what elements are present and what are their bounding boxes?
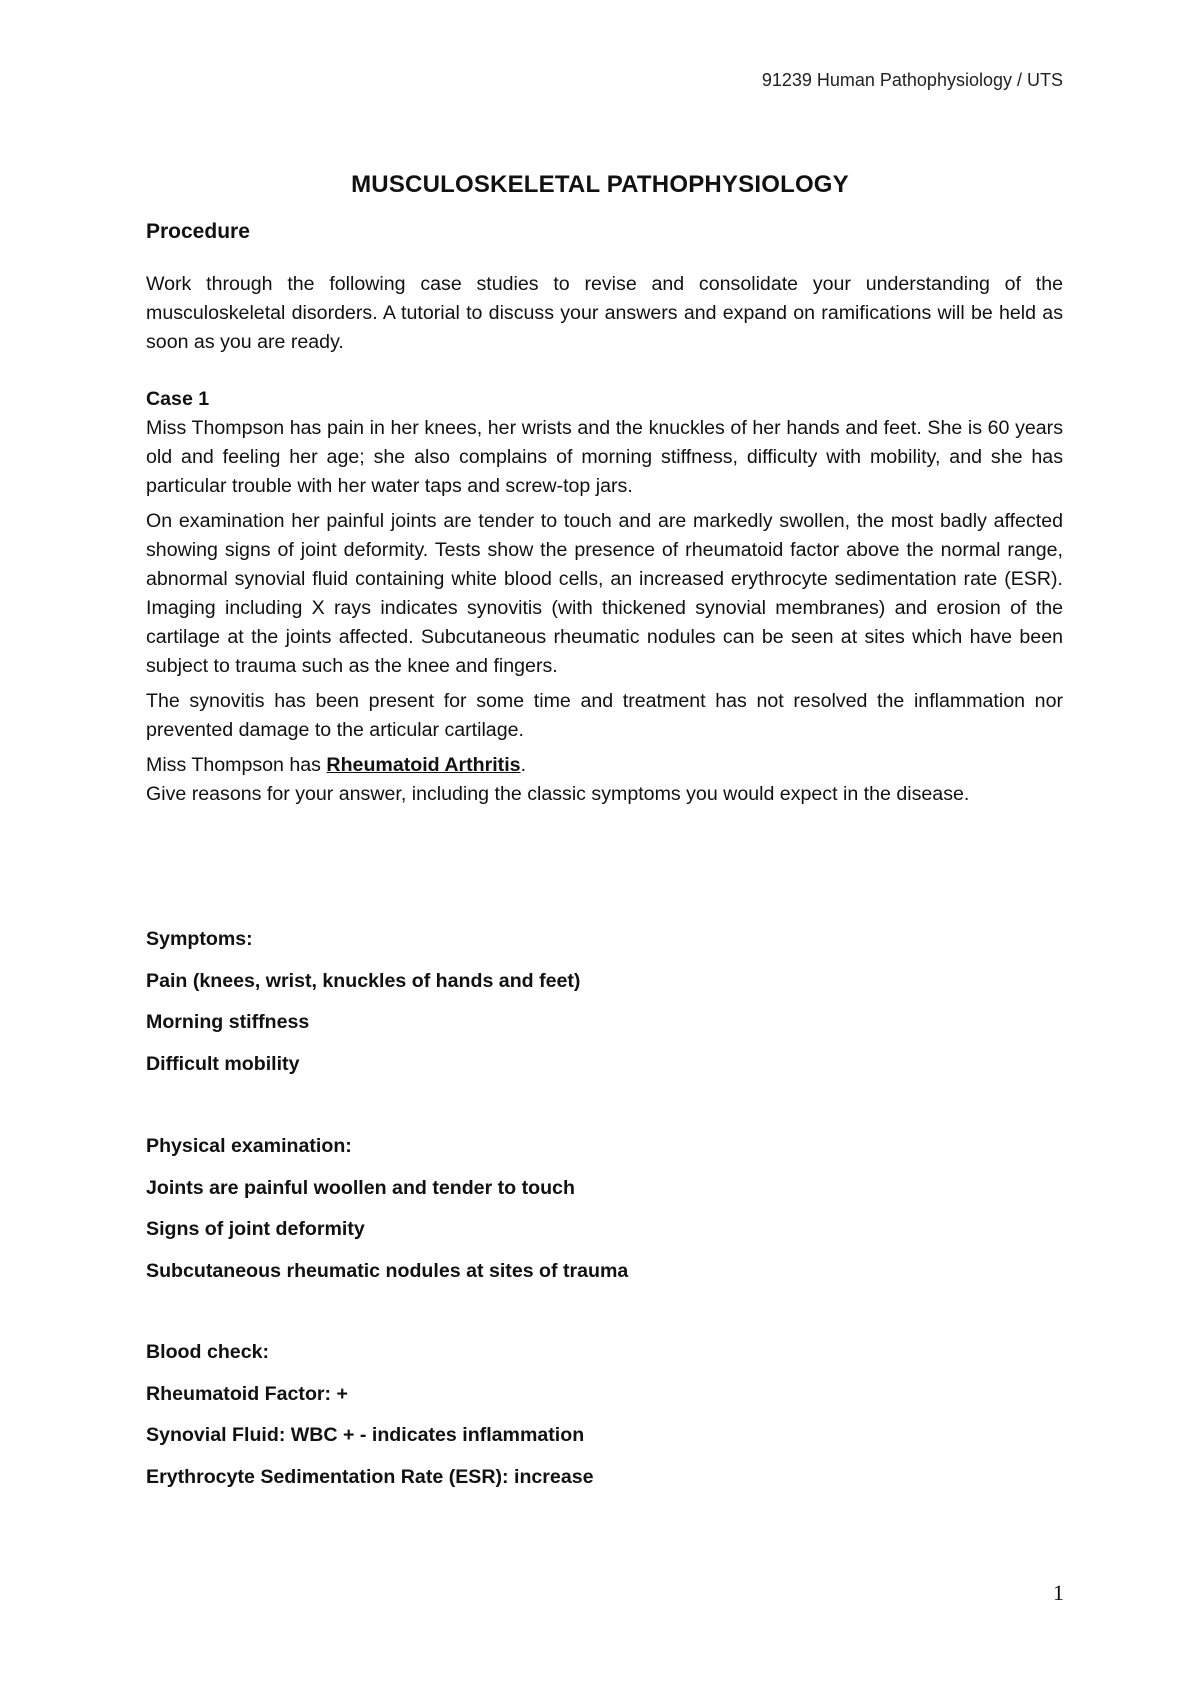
- procedure-intro: Work through the following case studies to revise and consolidate your understanding of the musculoskeletal disorders. A tutorial to discuss your answers and expand on ramifications will be held as soon as you are ready.: [146, 273, 1063, 353]
- list-item: Subcutaneous rheumatic nodules at sites of trauma: [146, 1259, 629, 1282]
- case-1-paragraph-1: Miss Thompson has pain in her knees, her wrists and the knuckles of her hands and feet. She is 60 years old and feeling her age; she also complains of morning stiffness, difficulty with mobility, and she has particular trouble with her water taps and screw-top jars.: [146, 417, 1063, 497]
- document-title: MUSCULOSKELETAL PATHOPHYSIOLOGY: [351, 171, 849, 198]
- case-1-paragraph-3: The synovitis has been present for some time and treatment has not resolved the inflammation nor prevented damage to the articular cartilage.: [146, 690, 1063, 741]
- list-item: Erythrocyte Sedimentation Rate (ESR): increase: [146, 1465, 594, 1488]
- page-number: 1: [1053, 1580, 1064, 1605]
- physical-exam-heading: Physical examination:: [146, 1135, 352, 1157]
- list-item: Rheumatoid Factor: +: [146, 1382, 348, 1405]
- diagnosis-suffix: .: [520, 754, 527, 776]
- list-item: Difficult mobility: [146, 1052, 300, 1075]
- blood-check-section: [146, 1337, 594, 1503]
- diagnosis-answer: Rheumatoid Arthritis: [326, 754, 521, 776]
- case-1-label: Case 1: [146, 388, 210, 410]
- list-item: Synovial Fluid: WBC + - indicates inflammation: [146, 1424, 585, 1446]
- list-item: Signs of joint deformity: [146, 1218, 365, 1240]
- symptoms-heading: Symptoms:: [146, 928, 253, 950]
- procedure-heading: Procedure: [146, 220, 250, 243]
- case-1-question: Give reasons for your answer, including the classic symptoms you would expect in the disease.: [146, 783, 970, 805]
- list-item: Morning stiffness: [146, 1011, 310, 1033]
- list-item: Pain (knees, wrist, knuckles of hands and feet): [146, 969, 581, 992]
- symptoms-section: [146, 924, 580, 1090]
- running-header: 91239 Human Pathophysiology / UTS: [761, 70, 1063, 90]
- physical-exam-section: [146, 1131, 628, 1297]
- case-1-paragraph-2: On examination her painful joints are tender to touch and are markedly swollen, the most badly affected showing signs of joint deformity. Tests show the presence of rheumatoid factor above the normal range, abnormal synovial fluid containing white blood cells, an increased erythrocyte sedimentation rate (ESR). Imaging including X rays indicates synovitis (with thickened synovial membranes) and erosion of the cartilage at the joints affected. Subcutaneous rheumatic nodules can be seen at sites which have been subject to trauma such as the knee and fingers.: [146, 510, 1063, 677]
- diagnosis-prefix: Miss Thompson has: [146, 754, 327, 776]
- diagnosis-line: [146, 751, 1063, 780]
- blood-check-heading: Blood check:: [146, 1341, 270, 1363]
- list-item: Joints are painful woollen and tender to touch: [146, 1176, 575, 1199]
- main-content: [146, 270, 1063, 809]
